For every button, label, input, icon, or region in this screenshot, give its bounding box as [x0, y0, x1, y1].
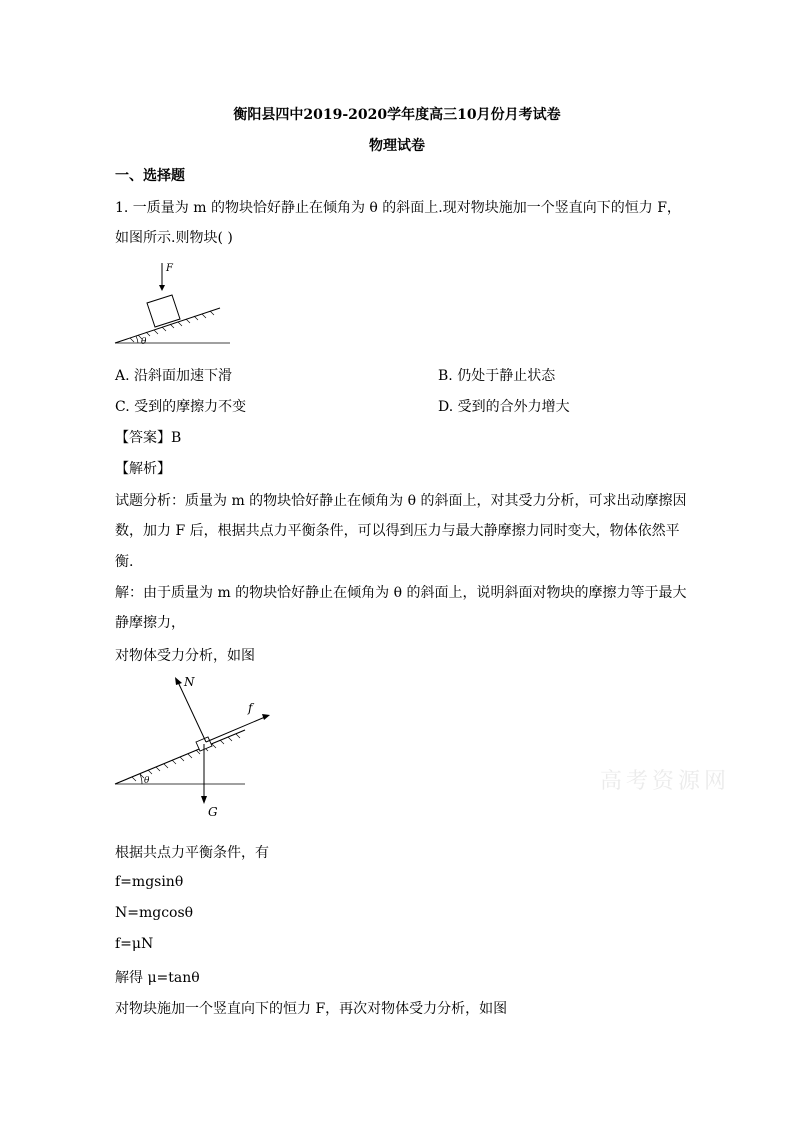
angle-label-2: θ — [144, 776, 150, 786]
friction-force-arrow-head — [262, 714, 270, 720]
friction-force-label: f — [248, 701, 253, 715]
force-label: F — [166, 263, 173, 274]
watermark: 高考资源网 — [600, 769, 731, 794]
exam-subtitle: 物理试卷 — [369, 138, 425, 154]
section-heading: 一、选择题 — [115, 168, 185, 184]
analysis-line-3: 衡. — [115, 554, 134, 570]
angle-arc — [136, 336, 138, 343]
gravity-force-arrow-head — [201, 796, 207, 804]
normal-force-label: N — [184, 675, 195, 689]
block — [147, 295, 180, 327]
gravity-force-label: G — [208, 805, 218, 819]
analysis-line-1: 试题分析：质量为 m 的物块恰好静止在倾角为 θ 的斜面上，对其受力分析，可求出动摩擦因 — [115, 493, 687, 509]
angle-label: θ — [141, 337, 147, 347]
figure-force-analysis — [110, 672, 270, 822]
option-b: B. 仍处于静止状态 — [438, 368, 556, 384]
solution-line-1: 根据共点力平衡条件，有 — [115, 845, 269, 861]
question-text-line-2: 如图所示.则物块( ) — [115, 230, 233, 246]
solution-line-6: 对物块施加一个竖直向下的恒力 F，再次对物体受力分析，如图 — [115, 1001, 508, 1017]
analysis-line-6: 对物体受力分析，如图 — [115, 648, 255, 664]
incline-surface-2 — [115, 730, 245, 784]
exam-title: 衡阳县四中2019-2020学年度高三10月份月考试卷 — [233, 107, 561, 123]
analysis-line-5: 静摩擦力， — [115, 615, 185, 631]
analysis-line-2: 数，加力 F 后，根据共点力平衡条件，可以得到压力与最大静摩擦力同时变大，物体依然平 — [115, 523, 680, 539]
analysis-line-4: 解：由于质量为 m 的物块恰好静止在倾角为 θ 的斜面上，说明斜面对物块的摩擦力等于最大 — [115, 585, 687, 601]
force-arrow-head — [159, 285, 165, 291]
analysis-label: 【解析】 — [115, 461, 171, 477]
figure-incline-with-force — [110, 255, 240, 350]
equation-friction-coefficient: f=μN — [115, 936, 154, 952]
equation-friction: f=mgsinθ — [115, 874, 184, 890]
answer-label: 【答案】B — [115, 430, 182, 446]
friction-force-arrow — [206, 717, 265, 742]
equation-result: 解得 μ=tanθ — [115, 970, 200, 986]
normal-force-arrow-head — [175, 677, 182, 685]
normal-force-arrow — [178, 682, 206, 742]
option-a: A. 沿斜面加速下滑 — [115, 368, 233, 384]
option-c: C. 受到的摩擦力不变 — [115, 399, 247, 415]
equation-normal: N=mgcosθ — [115, 905, 194, 921]
question-text-line-1: 1. 一质量为 m 的物块恰好静止在倾角为 θ 的斜面上.现对物块施加一个竖直向下的恒力 F， — [115, 200, 681, 216]
option-d: D. 受到的合外力增大 — [438, 399, 570, 415]
